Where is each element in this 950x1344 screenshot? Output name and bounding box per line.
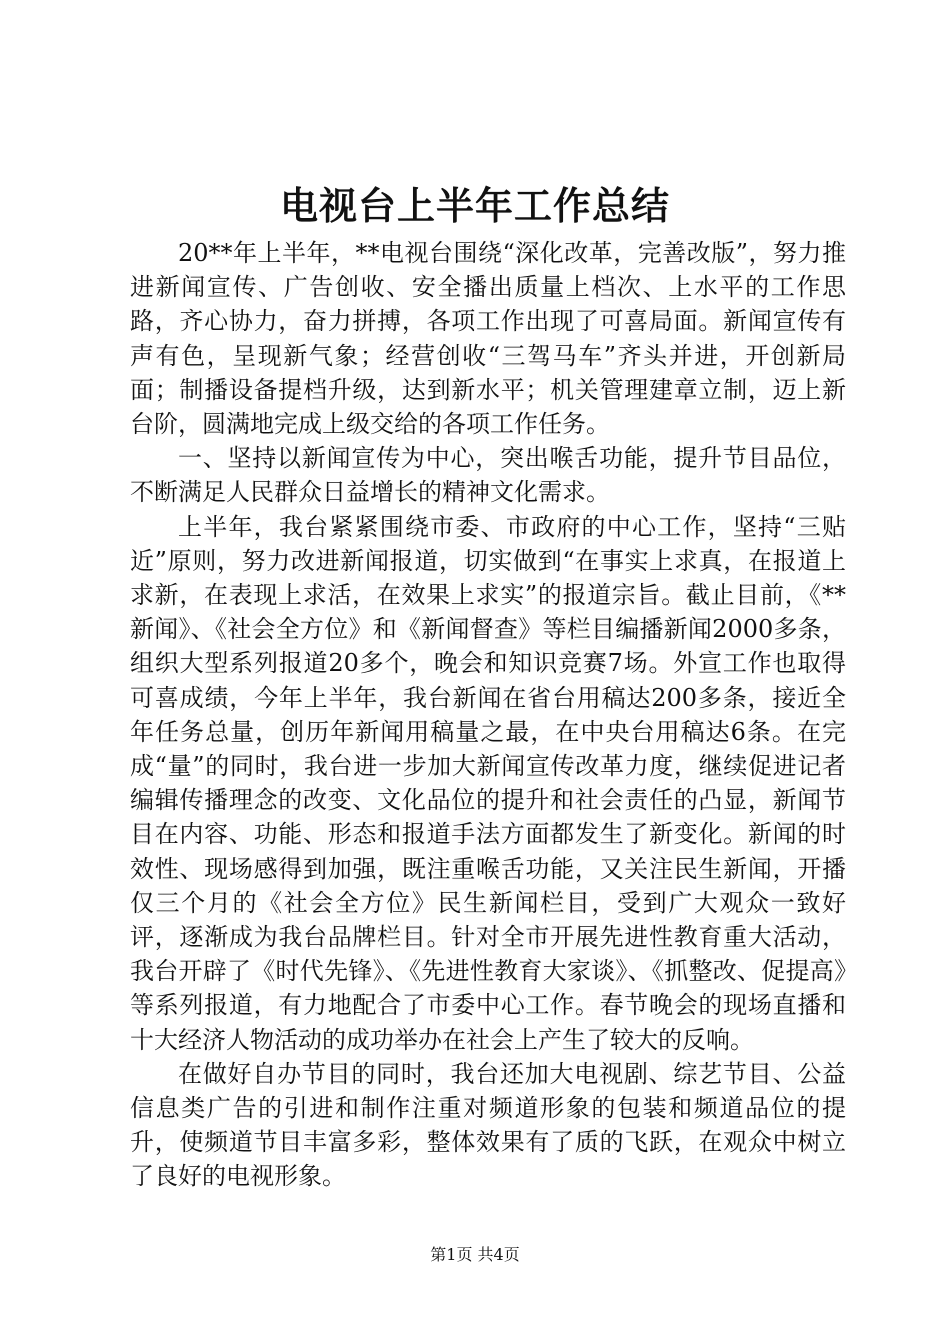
document-body bbox=[130, 236, 846, 1194]
paragraph-programs: 在做好自办节目的同时，我台还加大电视剧、综艺节目、公益信息类广告的引进和制作注重对频道形象的包装和频道品位的提升，使频道节目丰富多彩，整体效果有了质的飞跃，在观众中树立了良好的电视形象。 bbox=[130, 1059, 846, 1191]
paragraph-intro: 20**年上半年，**电视台围绕“深化改革，完善改版”，努力推进新闻宣传、广告创收、安全播出质量上档次、上水平的工作思路，齐心协力，奋力拼搏，各项工作出现了可喜局面。新闻宣传有声有色，呈现新气象；经营创收“三驾马车”齐头并进，开创新局面；制播设备提档升级，达到新水平；机关管理建章立制，迈上新台阶，圆满地完成上级交给的各项工作任务。 bbox=[130, 239, 846, 439]
page-number-footer: 第1页 共4页 bbox=[430, 1245, 520, 1264]
paragraph-section-heading: 一、坚持以新闻宣传为中心，突出喉舌功能，提升节目品位，不断满足人民群众日益增长的精神文化需求。 bbox=[130, 444, 846, 507]
paragraph-news-work: 上半年，我台紧紧围绕市委、市政府的中心工作，坚持“三贴近”原则，努力改进新闻报道，切实做到“在事实上求真，在报道上求新，在表现上求活，在效果上求实”的报道宗旨。截止目前，《**新闻》、《社会全方位》和《新闻督查》等栏目编播新闻2000多条，组织大型系列报道20多个，晚会和知识竞赛7场。外宣工作也取得可喜成绩，今年上半年，我台新闻在省台用稿达200多条，接近全年任务总量，创历年新闻用稿量之最，在中央台用稿达6条。在完成“量”的同时，我台进一步加大新闻宣传改革力度，继续促进记者编辑传播理念的改变、文化品位的提升和社会责任的凸显，新闻节目在内容、功能、形态和报道手法方面都发生了新变化。新闻的时效性、现场感得到加强，既注重喉舌功能，又关注民生新闻，开播仅三个月的《社会全方位》民生新闻栏目，受到广大观众一致好评，逐渐成为我台品牌栏目。针对全市开展先进性教育重大活动，我台开辟了《时代先锋》、《先进性教育大家谈》、《抓整改、促提高》等系列报道，有力地配合了市委中心工作。春节晚会的现场直播和十大经济人物活动的成功举办在社会上产生了较大的反响。 bbox=[130, 512, 846, 1054]
document-title: 电视台上半年工作总结 bbox=[279, 184, 670, 228]
